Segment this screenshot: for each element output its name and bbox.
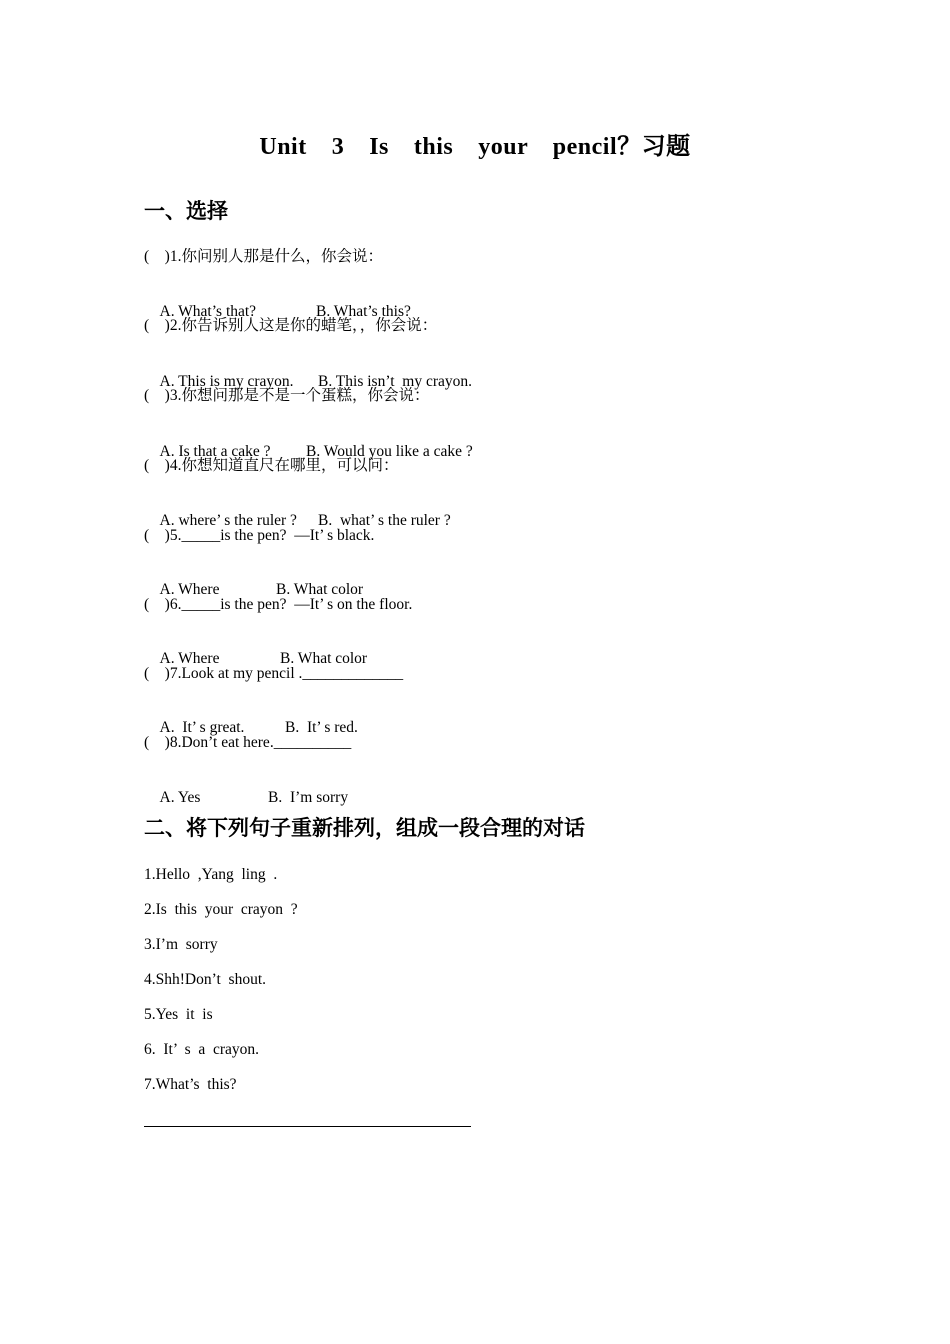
question-6-option-a: A. Where	[159, 650, 220, 667]
question-2-option-b: B. This isn’t my crayon.	[318, 373, 472, 390]
sentence-4: 4.Shh!Don’t shout.	[144, 971, 267, 988]
question-7-option-a: A. It’ s great.	[159, 719, 245, 736]
page-title: Unit 3 Is this your pencil？习题	[259, 134, 691, 160]
section1-heading: 一、选择	[144, 199, 228, 223]
question-1-stem: ( )1.你问别人那是什么，你会说：	[144, 248, 383, 265]
question-5-stem: ( )5._____is the pen? —It’ s black.	[144, 527, 375, 544]
sentence-2: 2.Is this your crayon ?	[144, 901, 298, 918]
question-1-option-a: A. What’s that?	[159, 303, 257, 320]
sentence-3: 3.I’m sorry	[144, 936, 218, 953]
question-2-option-a: A. This is my crayon.	[159, 373, 294, 390]
question-5-option-a: A. Where	[159, 581, 220, 598]
question-8-option-a: A. Yes	[159, 789, 201, 806]
question-6-option-b: B. What color	[280, 650, 368, 667]
section2-heading: 二、将下列句子重新排列，组成一段合理的对话	[144, 816, 585, 840]
question-3-option-b: B. Would you like a cake ?	[306, 443, 473, 460]
question-8-option-b: B. I’m sorry	[268, 789, 349, 806]
question-6-stem: ( )6._____is the pen? —It’ s on the floor.	[144, 596, 413, 613]
question-7-option-b: B. It’ s red.	[285, 719, 358, 736]
question-4-option-a: A. where’ s the ruler ?	[159, 512, 297, 529]
answer-line	[144, 1126, 471, 1127]
question-7-stem: ( )7.Look at my pencil ._____________	[144, 665, 404, 682]
question-2-stem: ( )2.你告诉别人这是你的蜡笔，，你会说：	[144, 317, 438, 334]
question-4-option-b: B. what’ s the ruler ?	[318, 512, 451, 529]
question-1-option-b: B. What’s this?	[316, 303, 411, 320]
sentence-6: 6. It’ s a crayon.	[144, 1041, 260, 1058]
question-5-option-b: B. What color	[276, 581, 364, 598]
question-4-stem: ( )4.你想知道直尺在哪里，可以问：	[144, 457, 399, 474]
question-3-stem: ( )3.你想问那是不是一个蛋糕，你会说：	[144, 387, 430, 404]
question-3-option-a: A. Is that a cake ?	[159, 443, 271, 460]
sentence-5: 5.Yes it is	[144, 1006, 213, 1023]
sentence-7: 7.What’s this?	[144, 1076, 237, 1093]
sentence-1: 1.Hello ,Yang ling .	[144, 866, 278, 883]
question-8-stem: ( )8.Don’t eat here.__________	[144, 734, 352, 751]
